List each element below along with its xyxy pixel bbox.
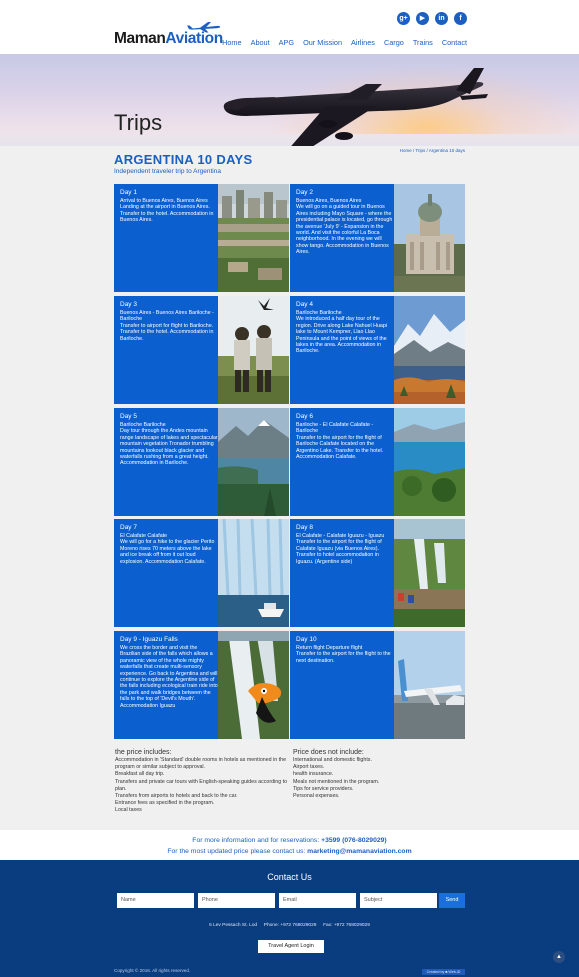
price-contact-line <box>0 847 579 857</box>
price-contact-label: For the most updated price please contact us: <box>167 848 306 855</box>
nav-our-mission[interactable]: Our Mission <box>303 38 343 47</box>
nav-apg[interactable]: APG <box>278 38 295 47</box>
page-subtitle: Independent traveler trip to Argentina <box>114 168 221 175</box>
day-title: Day 3 <box>120 301 137 308</box>
iguazu-falls-photo <box>394 519 465 627</box>
day-description: Bariloche Bariloche We introduced a half day tour of the region. Drive along Lake Nahuel Huapi lake to Mount Kempner, Llao Llao Peninsula and the point of views of the lakes in the area. Accommodation in Bariloche. <box>296 310 387 355</box>
travel-agent-login-button[interactable]: Travel Agent Login <box>258 940 324 953</box>
linkedin-icon[interactable]: in <box>435 12 448 25</box>
day-card <box>114 519 289 627</box>
excludes-item: International and domestic flights. <box>293 757 372 763</box>
day-card <box>290 296 465 404</box>
day-title: Day 8 <box>296 524 313 531</box>
day-title: Day 2 <box>296 189 313 196</box>
send-button[interactable]: Send <box>439 893 465 908</box>
day-description: El Calafate - Calafate Iguazu - Iguazu Transfer to the airport for the flight of Calafate Iguazu (via Buenos Aires). Transfer to hotel accommodation in Iguazu. (Argentine side) <box>296 533 385 565</box>
day-card <box>290 408 465 516</box>
day-card <box>290 519 465 627</box>
day-description: Buenos Aires, Buenos Aires We will go on a guided tour in Buenos Aires including Mayo Square - where the presidential palace is located, go through the avenue 'July 9' - Expansion in the world. And visit the colorful La Boca neighborhood. In the evening we will show tango. Accommodation in Buenos Aires. <box>296 198 393 256</box>
day-title: Day 9 - Iguazu Falls <box>120 636 178 643</box>
nav-trains[interactable]: Trains <box>412 38 433 47</box>
city-skyline-photo <box>218 184 289 292</box>
includes-item: Entrance fees as specified in the program. <box>115 800 215 807</box>
day-text <box>120 189 218 224</box>
day-card <box>290 184 465 292</box>
nav-airlines[interactable]: Airlines <box>351 38 375 47</box>
logo-part-1: Maman <box>114 30 166 47</box>
day-text <box>296 301 394 355</box>
nav-about[interactable]: About <box>250 38 270 47</box>
logo-part-2: Aviation <box>165 30 223 47</box>
includes-title: the price includes: <box>115 749 172 756</box>
footer-title: Contact Us <box>267 872 312 882</box>
day-description: El Calafate Calafate We will go for a hike to the glacier Perito Moreno rises 70 meters above the lake and ice break off from it out loud explosion. Accommodation Calafate. <box>120 533 215 565</box>
youtube-icon[interactable]: ▶ <box>416 12 429 25</box>
name-field[interactable]: Name <box>117 893 194 908</box>
excludes-item: Meals not mentioned in the program. <box>293 778 380 785</box>
excludes-item: Tips for service providers. <box>293 785 354 792</box>
day-card <box>114 184 289 292</box>
nav-home[interactable]: Home <box>222 38 242 47</box>
congress-building-photo <box>394 184 465 292</box>
page-title: ARGENTINA 10 DAYS <box>114 152 253 167</box>
excludes-title: Price does not include: <box>293 749 364 756</box>
day-title: Day 5 <box>120 413 137 420</box>
day-description: Bariloche Bariloche Day tour through the Andes mountain range landscape of lakes and spectacular mountain vegetation Tronador trumbling mountains lookout black glacier and waterfalls rushing from a great height. Accommodation in Bariloche. <box>120 422 218 467</box>
mountain-lake-photo <box>218 408 289 516</box>
day-text <box>120 413 218 467</box>
toucan-waterfall-photo <box>218 631 289 739</box>
excludes-item: Personal expenses. <box>293 793 340 800</box>
snow-mountains-photo <box>394 296 465 404</box>
price-excludes <box>293 748 473 800</box>
includes-item: Transfers and private car tours with English-speaking guides according to plan. <box>115 778 288 792</box>
phone-field[interactable]: Phone <box>198 893 275 908</box>
breadcrumb[interactable]: Home / Trips / Argentina 10 days <box>399 148 465 153</box>
copyright: Copyright © 2016. All rights reserved. <box>114 968 191 973</box>
day-text <box>120 301 218 342</box>
contact-email-link[interactable]: marketing@mamanaviation.com <box>307 848 412 855</box>
day-text <box>120 524 218 565</box>
social-links <box>397 12 467 25</box>
credit-badge[interactable]: Created by ■ Web-iD <box>422 969 465 975</box>
scroll-top-icon[interactable]: ▲ <box>553 951 565 963</box>
day-text <box>296 189 394 256</box>
day-description: Arrival to Buenos Aires, Buenos Aires Landing at the airport in Buenos Aires. Transfer to the hotel. Accommodation in Buenos Aires. <box>120 198 214 224</box>
site-header <box>0 0 579 54</box>
includes-item: Breakfast all day trip. <box>115 771 165 778</box>
subject-field[interactable]: Subject <box>360 893 437 908</box>
excludes-item: health insurance. <box>293 771 334 778</box>
reservation-phone[interactable]: +3599 (076-8029029) <box>321 837 387 844</box>
gauchos-photo <box>218 296 289 404</box>
day-card <box>114 408 289 516</box>
day-title: Day 7 <box>120 524 137 531</box>
hero-title: Trips <box>114 110 163 135</box>
day-description: Bariloche - El Calafate Calafate - Bariloche Transfer to the airport for the flight of Bariloche Calafate located on the Argentino Lake. Transfer to the hotel. Accommodation Calafate. <box>296 422 384 461</box>
includes-item: Local taxes <box>115 807 142 814</box>
blue-lake-photo <box>394 408 465 516</box>
reservation-line <box>0 836 579 846</box>
day-description: We cross the border and visit the Brazilian side of the falls which allows a panoramic view of the whole mighty waterfalls that create multi-sensory experience. Go back to Argentina and will continue to explore the Argentine side of the falls including ecological train ride into the park and walk bridges between the falls to the top of 'Devil's Mouth'. Accommodation Iguazu <box>120 645 218 709</box>
nav-contact[interactable]: Contact <box>441 38 467 47</box>
day-text <box>296 413 394 460</box>
day-card <box>114 296 289 404</box>
day-card <box>114 631 289 739</box>
airport-planes-photo <box>394 631 465 739</box>
main-nav <box>222 38 467 47</box>
reservation-label: For more information and for reservations: <box>192 837 320 844</box>
facebook-icon[interactable]: f <box>454 12 467 25</box>
day-text <box>296 524 394 565</box>
nav-cargo[interactable]: Cargo <box>383 38 404 47</box>
google-plus-icon[interactable]: g+ <box>397 12 410 25</box>
hero-banner <box>0 54 579 146</box>
excludes-item: Airport taxes. <box>293 764 325 771</box>
day-card <box>290 631 465 739</box>
day-title: Day 10 <box>296 636 317 643</box>
contact-strip <box>0 830 579 860</box>
day-title: Day 4 <box>296 301 313 308</box>
email-field[interactable]: Email <box>279 893 356 908</box>
includes-item: Transfers from airports to hotels and back to the car. <box>115 793 238 800</box>
jumbo-jet-image <box>216 66 491 146</box>
day-description: Buenos Aires - Buenos Aires Bariloche - Bariloche Transfer to airport for flight to Bariloche. Transfer to the hotel. Accommodation in Bariloche. <box>120 310 214 342</box>
day-title: Day 6 <box>296 413 313 420</box>
day-title: Day 1 <box>120 189 137 196</box>
logo[interactable] <box>114 22 222 50</box>
day-text <box>296 636 394 664</box>
footer-address: 5 Lev Pessach St. Lod Phone: +972 768029029 Fax: +972 768029029 <box>209 923 370 928</box>
includes-item: Accommodation in 'Standard' double rooms in hotels as mentioned in the program or similar subject to approval. <box>115 757 287 771</box>
day-text <box>120 636 218 709</box>
day-description: Return flight Departure flight Transfer to the airport for the flight to the next destination. <box>296 645 391 664</box>
glacier-boat-photo <box>218 519 289 627</box>
price-includes <box>115 748 295 815</box>
logo-text <box>114 30 223 48</box>
